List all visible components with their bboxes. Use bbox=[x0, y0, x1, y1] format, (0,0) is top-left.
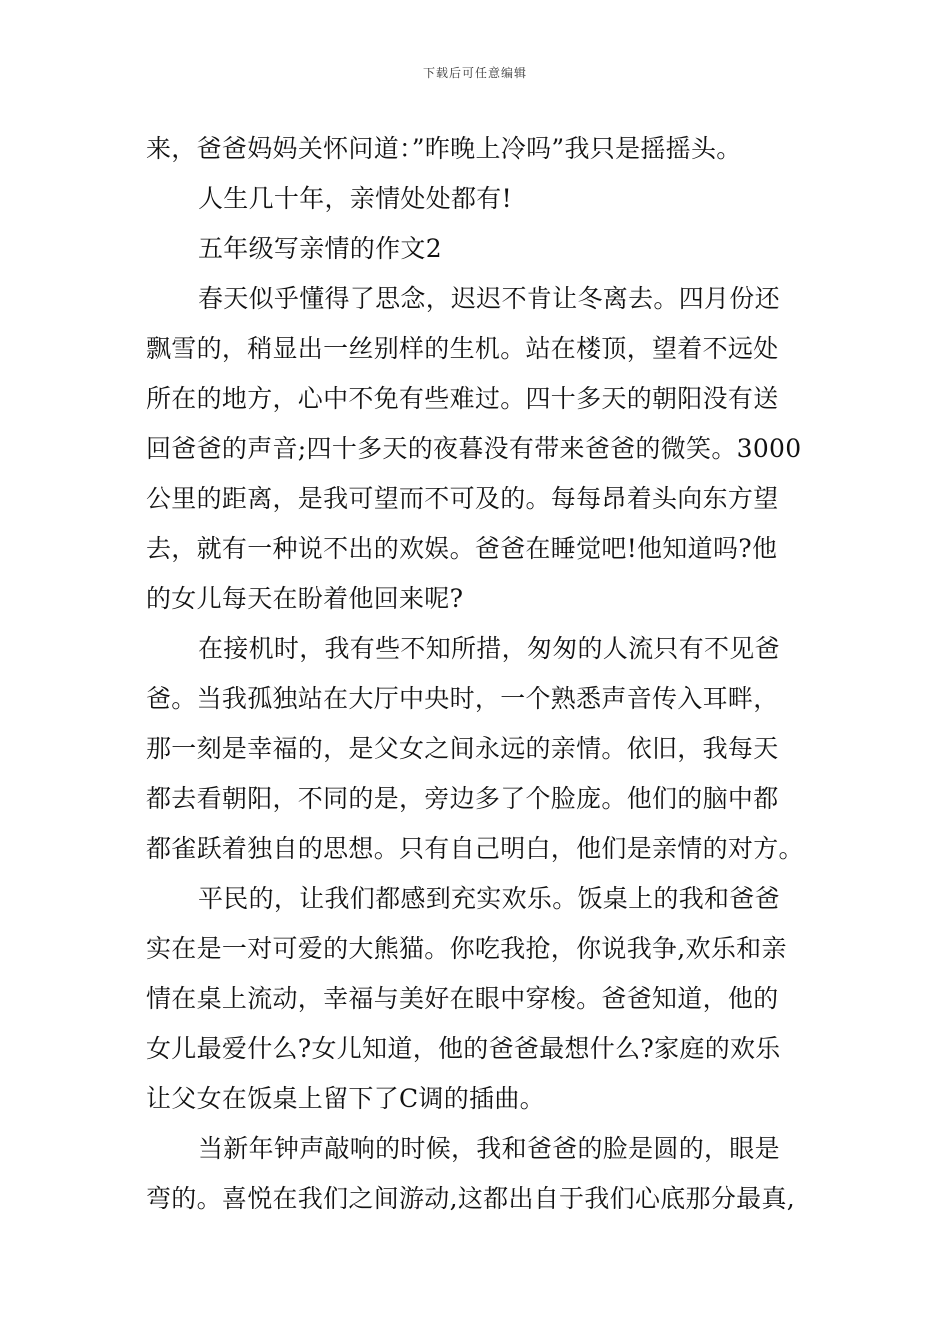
text-line: 情在桌上流动，幸福与美好在眼中穿梭。爸爸知道，他的 bbox=[146, 984, 779, 1013]
text-line: 爸。当我孤独站在大厅中央时，一个熟悉声音传入耳畔， bbox=[146, 684, 779, 713]
text-line: 女儿最爱什么?女儿知道，他的爸爸最想什么?家庭的欢乐 bbox=[146, 1034, 781, 1063]
text-line: 五年级写亲情的作文2 bbox=[198, 234, 442, 263]
text-line: 当新年钟声敲响的时候，我和爸爸的脸是圆的，眼是 bbox=[198, 1134, 780, 1163]
text-line: 平民的，让我们都感到充实欢乐。饭桌上的我和爸爸 bbox=[198, 884, 780, 913]
text-line: 让父女在饭桌上留下了C调的插曲。 bbox=[146, 1084, 545, 1113]
text-line: 来，爸爸妈妈关怀问道：”昨晚上冷吗”我只是摇摇头。 bbox=[146, 134, 742, 163]
text-line: 人生几十年，亲情处处都有! bbox=[198, 184, 512, 213]
text-line: 飘雪的，稍显出一丝别样的生机。站在楼顶，望着不远处 bbox=[146, 334, 779, 363]
document-body bbox=[146, 124, 811, 1224]
text-line: 公里的距离，是我可望而不可及的。每每昂着头向东方望 bbox=[146, 484, 779, 513]
text-line: 回爸爸的声音;四十多天的夜暮没有带来爸爸的微笑。3000 bbox=[146, 434, 802, 463]
text-line: 所在的地方，心中不免有些难过。四十多天的朝阳没有送 bbox=[146, 384, 779, 413]
text-line: 弯的。喜悦在我们之间游动,这都出自于我们心底那分最真, bbox=[146, 1184, 795, 1213]
text-line: 在接机时，我有些不知所措，匆匆的人流只有不见爸 bbox=[198, 634, 780, 663]
text-line: 春天似乎懂得了思念，迟迟不肯让冬离去。四月份还 bbox=[198, 284, 780, 313]
page-header: 下载后可任意编辑 bbox=[422, 66, 527, 80]
text-line: 都雀跃着独自的思想。只有自己明白，他们是亲情的对方。 bbox=[146, 834, 804, 863]
text-line: 那一刻是幸福的，是父女之间永远的亲情。依旧，我每天 bbox=[146, 734, 779, 763]
text-line: 的女儿每天在盼着他回来呢? bbox=[146, 584, 464, 613]
text-line: 去，就有一种说不出的欢娱。爸爸在睡觉吧!他知道吗?他 bbox=[146, 534, 778, 563]
text-line: 都去看朝阳，不同的是，旁边多了个脸庞。他们的脑中都 bbox=[146, 784, 779, 813]
text-line: 实在是一对可爱的大熊猫。你吃我抢，你说我争,欢乐和亲 bbox=[146, 934, 787, 963]
